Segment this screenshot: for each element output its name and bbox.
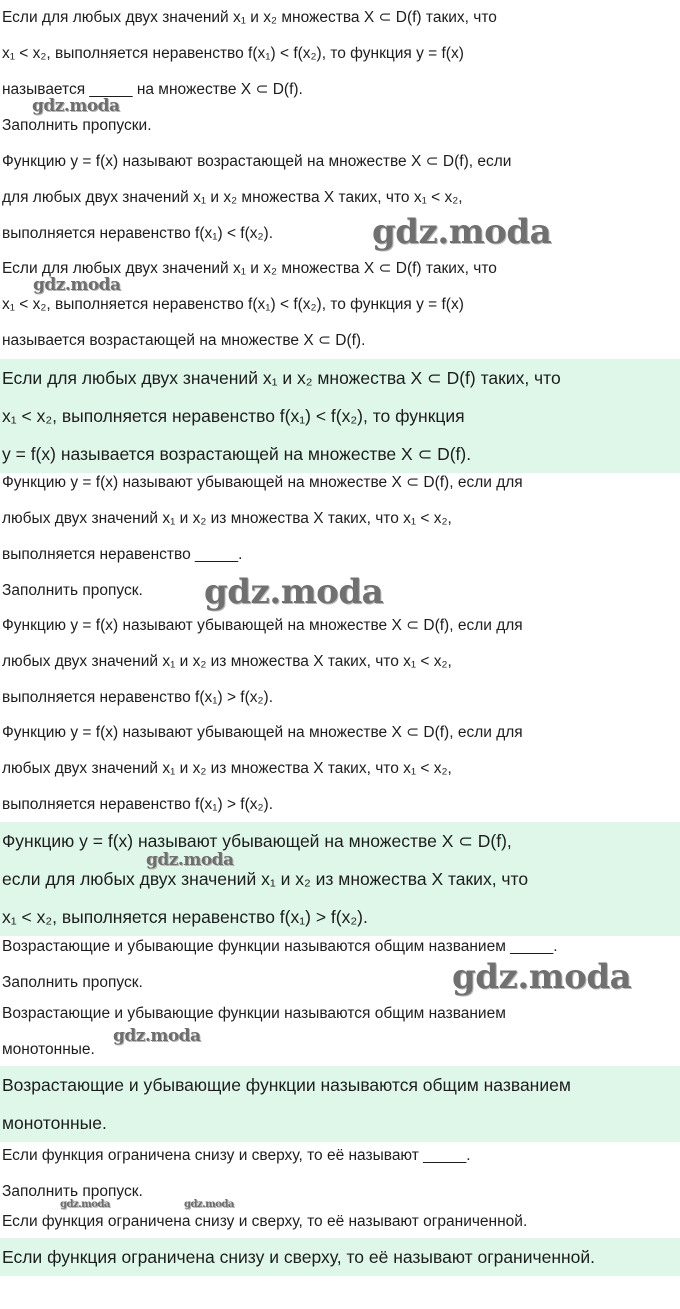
text-line: монотонные.: [2, 1113, 107, 1133]
text-line: x₁ < x₂, выполняется неравенство f(x₁) < f(x₂), то функция: [2, 406, 465, 426]
text-line: x₁ < x₂, выполняется неравенство f(x₁) < f(x₂), то функция y = f(x): [2, 296, 464, 313]
watermark-logo: gdz.moda: [146, 850, 234, 870]
watermark-logo: gdz.moda: [113, 1026, 201, 1046]
text-block: [0, 251, 680, 359]
watermark-logo: gdz.moda: [33, 275, 121, 295]
text-line: Если функция ограничена снизу и сверху, то её называют _____.: [2, 1147, 471, 1164]
text-line: если для любых двух значений x₁ и x₂ из множества X таких, что: [2, 869, 529, 889]
text-line: Функцию y = f(x) называют убывающей на множестве X ⊂ D(f),: [2, 831, 512, 851]
text-block: [0, 996, 680, 1068]
text-line: монотонные.: [2, 1041, 95, 1058]
text-block: [0, 0, 680, 108]
text-line: x₁ < x₂, выполняется неравенство f(x₁) > f(x₂).: [2, 907, 368, 927]
text-block: [0, 608, 680, 716]
text-line: любых двух значений x₁ и x₂ из множества X таких, что x₁ < x₂,: [2, 653, 452, 670]
watermark-logo: gdz.moda: [372, 212, 552, 252]
text-line: Если для любых двух значений x₁ и x₂ множества X ⊂ D(f) таких, что: [2, 368, 561, 388]
watermark-logo: gdz.moda: [452, 957, 632, 997]
text-line: называется возрастающей на множестве X ⊂ D(f).: [2, 332, 366, 349]
text-line: Функцию y = f(x) называют убывающей на множестве X ⊂ D(f), если для: [2, 617, 523, 634]
text-line: Если функция ограничена снизу и сверху, то её называют ограниченной.: [2, 1247, 596, 1267]
watermark-logo: gdz.moda: [60, 1199, 110, 1210]
text-line: Возрастающие и убывающие функции называются общим названием _____.: [2, 938, 558, 955]
text-block: [0, 1204, 680, 1240]
text-block: [0, 573, 680, 609]
text-line: любых двух значений x₁ и x₂ из множества X таких, что x₁ < x₂,: [2, 510, 452, 527]
text-line: Заполнить пропуски.: [2, 117, 152, 134]
text-line: Функцию y = f(x) называют возрастающей на множестве X ⊂ D(f), если: [2, 153, 512, 170]
text-line: называется _____ на множестве X ⊂ D(f).: [2, 81, 303, 98]
text-line: Возрастающие и убывающие функции называются общим названием: [2, 1075, 571, 1095]
text-line: Если для любых двух значений x₁ и x₂ множества X ⊂ D(f) таких, что: [2, 260, 497, 277]
text-block: [0, 1138, 680, 1174]
text-line: выполняется неравенство f(x₁) > f(x₂).: [2, 796, 274, 813]
text-line: Если функция ограничена снизу и сверху, то её называют ограниченной.: [2, 1213, 528, 1230]
answer-block: [0, 359, 680, 473]
text-block: [0, 465, 680, 573]
watermark-logo: gdz.moda: [204, 572, 384, 612]
text-line: Заполнить пропуск.: [2, 1183, 143, 1200]
text-line: Функцию y = f(x) называют убывающей на множестве X ⊂ D(f), если для: [2, 474, 523, 491]
text-block: [0, 108, 680, 144]
text-line: выполняется неравенство f(x₁) < f(x₂).: [2, 225, 274, 242]
text-line: Заполнить пропуск.: [2, 582, 143, 599]
text-line: Если для любых двух значений x₁ и x₂ множества X ⊂ D(f) таких, что: [2, 9, 497, 26]
watermark-logo: gdz.moda: [32, 96, 120, 116]
text-line: выполняется неравенство f(x₁) > f(x₂).: [2, 689, 274, 706]
answer-block: [0, 1066, 680, 1142]
text-line: y = f(x) называется возрастающей на множестве X ⊂ D(f).: [2, 444, 472, 464]
text-line: x₁ < x₂, выполняется неравенство f(x₁) < f(x₂), то функция y = f(x): [2, 45, 464, 62]
text-line: Заполнить пропуск.: [2, 974, 143, 991]
text-line: любых двух значений x₁ и x₂ из множества X таких, что x₁ < x₂,: [2, 760, 452, 777]
text-line: выполняется неравенство _____.: [2, 546, 243, 563]
text-line: Возрастающие и убывающие функции называются общим названием: [2, 1005, 506, 1022]
answer-block: [0, 1238, 680, 1276]
text-line: для любых двух значений x₁ и x₂ множества X таких, что x₁ < x₂,: [2, 189, 463, 206]
text-block: [0, 144, 680, 252]
text-block: [0, 715, 680, 823]
answer-block: [0, 822, 680, 936]
watermark-logo: gdz.moda: [184, 1199, 234, 1210]
text-block: [0, 929, 680, 965]
text-line: Функцию y = f(x) называют убывающей на множестве X ⊂ D(f), если для: [2, 724, 523, 741]
